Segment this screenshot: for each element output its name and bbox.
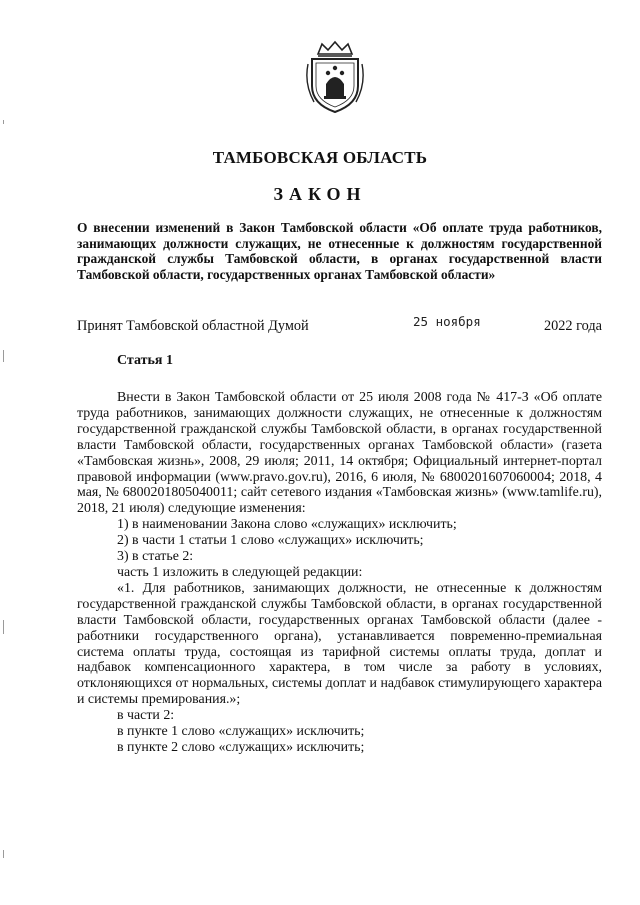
law-title: О внесении изменений в Закон Тамбовской области «Об оплате труда работников, занимающих должности служащих, не отнесенные к должностям государственной гражданской службы Тамбовской области, в органах государственной власти Тамбовской области, государственных органах Тамбовской области» [77, 220, 602, 282]
list-item: в пункте 1 слово «служащих» исключить; [117, 724, 365, 740]
list-item: часть 1 изложить в следующей редакции: [117, 564, 363, 580]
article-heading: Статья 1 [117, 353, 173, 368]
article-body [77, 390, 602, 756]
region-name: ТАМБОВСКАЯ ОБЛАСТЬ [212, 148, 428, 167]
list-item: 2) в части 1 статьи 1 слово «служащих» исключить; [117, 533, 424, 549]
adoption-line [77, 314, 602, 334]
scan-margin-mark [3, 350, 4, 362]
adoption-date: 25 ноября [413, 314, 481, 329]
scan-margin-mark [3, 120, 4, 124]
list-item: 3) в статье 2: [117, 549, 194, 565]
scan-margin-mark [3, 850, 4, 858]
quoted-text: «1. Для работников, занимающих должности, не отнесенные к должностям государственной гражданской службы Тамбовской области, в органах государственной власти Тамбовской области, государственных органах Тамбовской области (далее - работники государственного органа), устанавливается повременно-премиальная система оплаты труда, состоящая из тарифной системы оплаты труда, доплат и надбавок компенсационного характера, в том числе за работу в условиях, отклоняющихся от нормальных, системы доплат и надбавок стимулирующего характера и системы премирования.»; [77, 580, 602, 708]
article-intro: Внести в Закон Тамбовской области от 25 июля 2008 года № 417-З «Об оплате труда работников, занимающих должности служащих, не отнесенные к должностям государственной гражданской службы Тамбовской области, в органах государственной власти Тамбовской области, государственных органах Тамбовской области» (газета «Тамбовская жизнь», 2008, 29 июля; 2011, 14 октября; Официальный интернет-портал правовой информации (www.pravo.gov.ru), 2016, 6 июля, № 6800201607060004; 2018, 4 мая, № 6800201805040011; сайт сетевого издания «Тамбовская жизнь» (www.tamlife.ru), 2018, 21 июля) следующие изменения: [77, 390, 602, 517]
document-type: ЗАКОН [273, 184, 367, 204]
list-item: в части 2: [117, 708, 175, 724]
list-item: 1) в наименовании Закона слово «служащих» исключить; [117, 517, 457, 533]
adopting-body: Принят Тамбовской областной Думой [77, 318, 309, 334]
scan-margin-mark [3, 620, 4, 634]
adoption-year: 2022 года [543, 318, 602, 334]
list-item: в пункте 2 слово «служащих» исключить; [117, 739, 365, 755]
tambov-coat-of-arms-icon [304, 40, 366, 114]
